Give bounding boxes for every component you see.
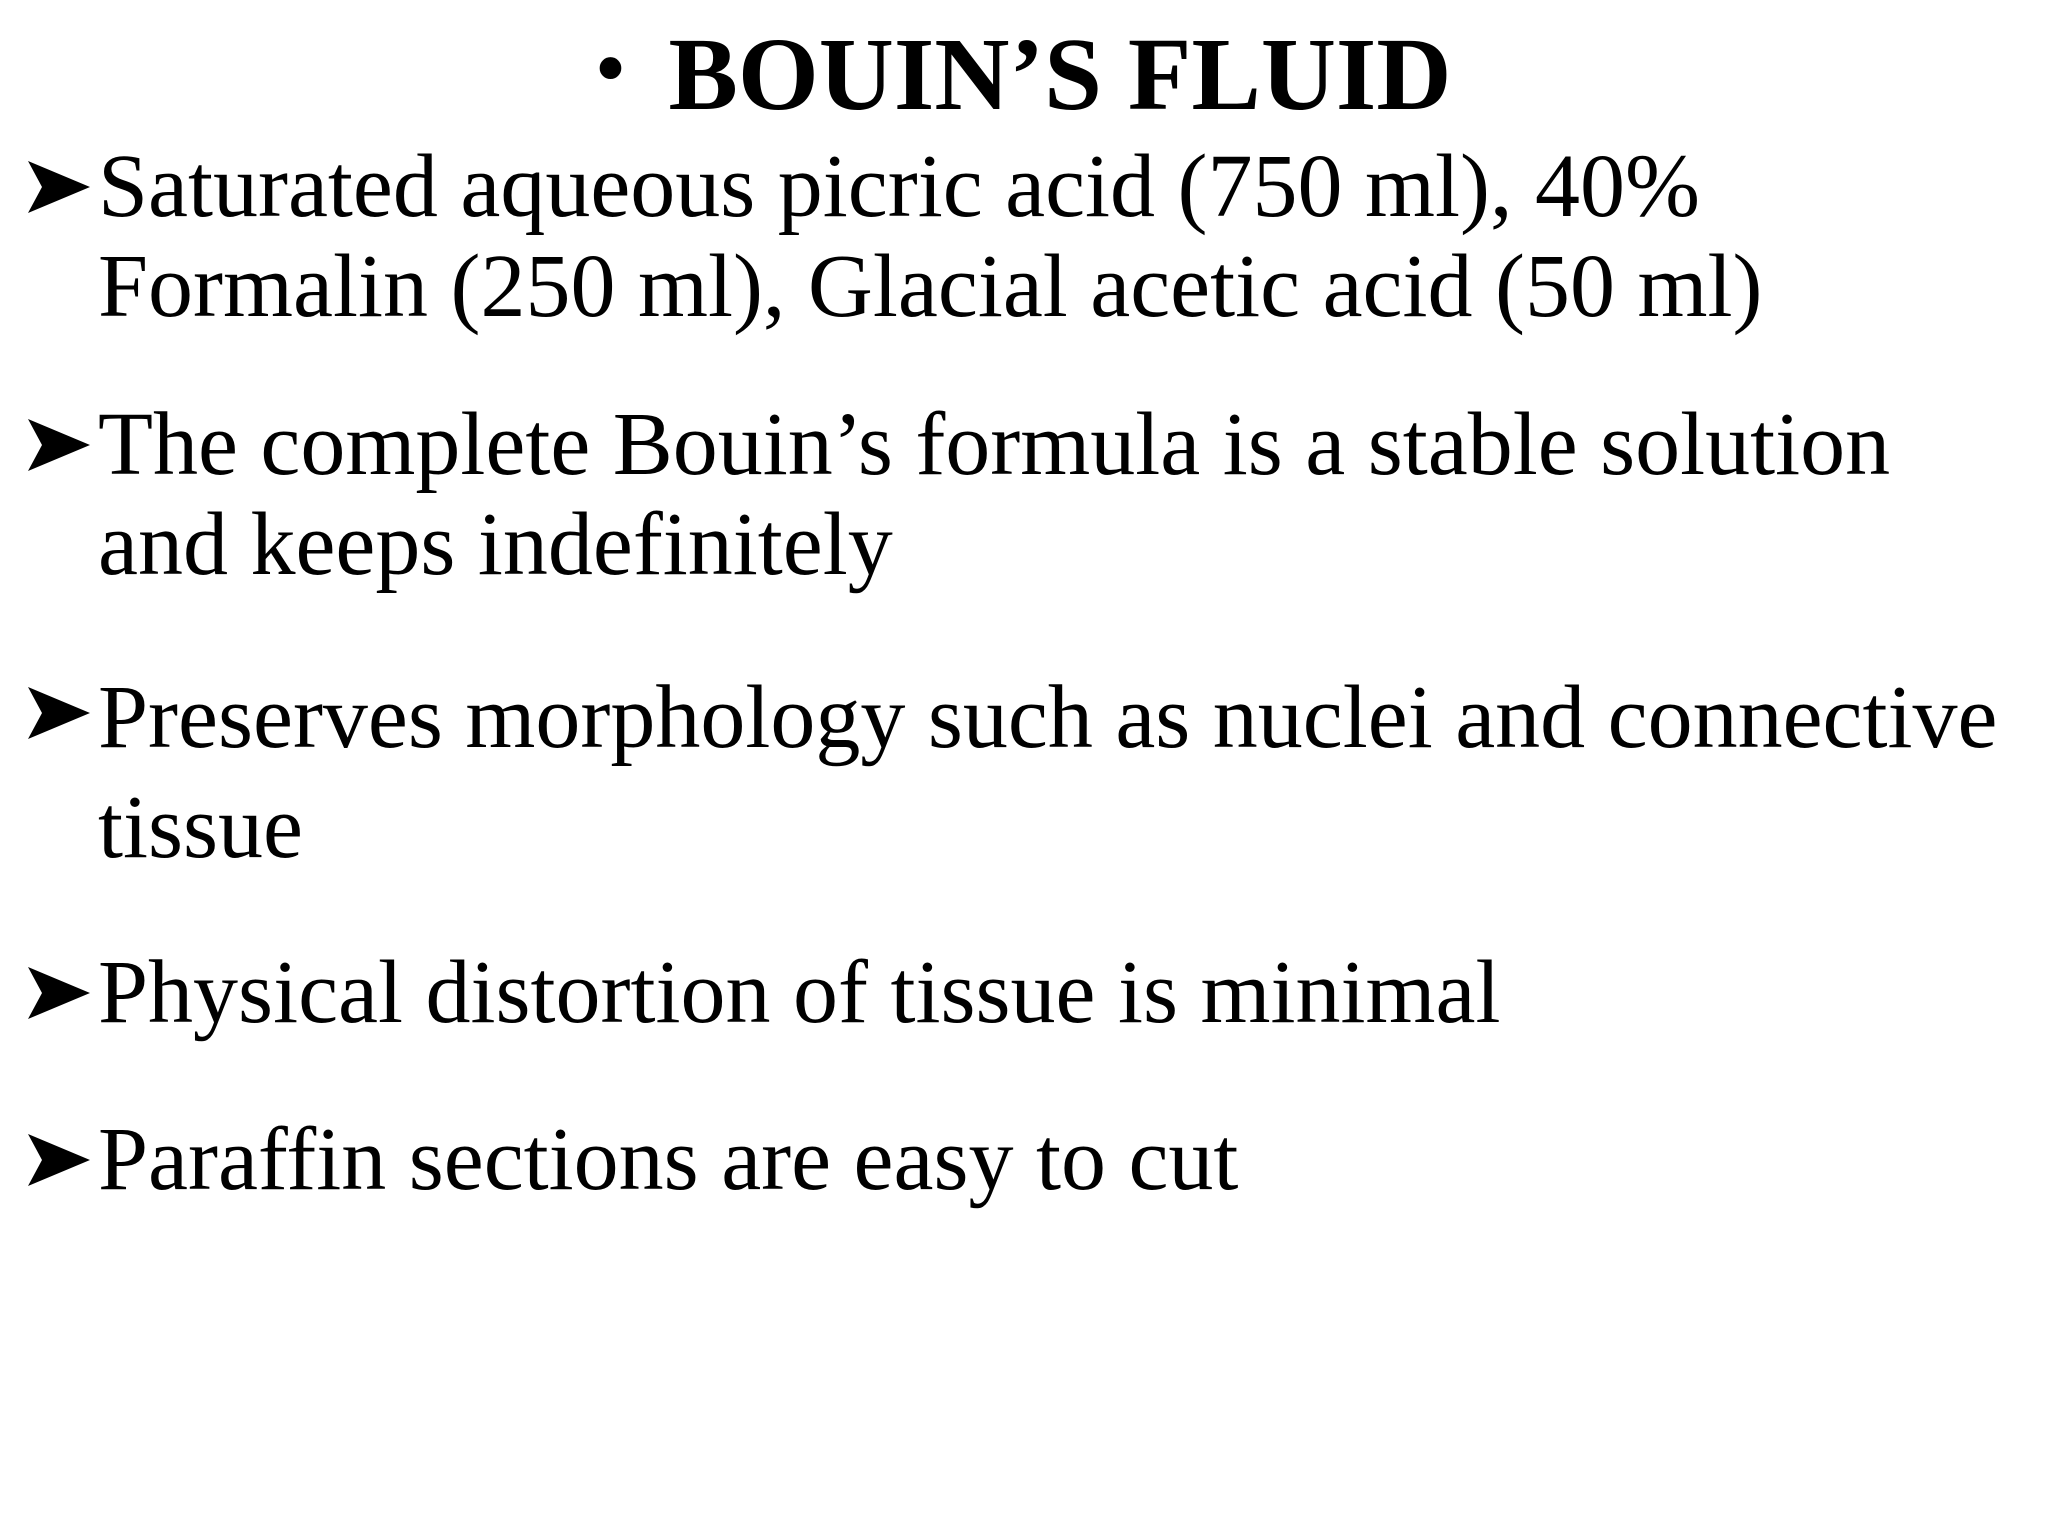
list-item-line: Paraffin sections are easy to cut [98, 1110, 1239, 1209]
list-item-text [98, 663, 2036, 883]
list-item [26, 663, 2036, 883]
list-item-line: Saturated aqueous picric acid (750 ml), 40% [98, 137, 1700, 236]
title-bullet: • [596, 25, 625, 113]
slide-title [0, 14, 2048, 130]
arrowhead-icon [26, 685, 92, 741]
list-item-line: Physical distortion of tissue is minimal [98, 943, 1501, 1042]
list-item [26, 137, 2036, 337]
list-item-text [98, 1110, 2036, 1210]
list-item [26, 1110, 2036, 1210]
list-item-text [98, 943, 2036, 1043]
arrowhead-icon [26, 1132, 92, 1188]
list-item-line: The complete Bouin’s formula is a stable solution [98, 395, 1891, 494]
list-item-line: tissue [98, 778, 304, 877]
list-item [26, 943, 2036, 1043]
list-item-line: and keeps indefinitely [98, 495, 893, 594]
list-item-text [98, 137, 2036, 337]
list-item-line: Preserves morphology such as nuclei and connective [98, 668, 1998, 767]
arrowhead-icon [26, 965, 92, 1021]
list-item [26, 395, 2036, 595]
list-item-line: Formalin (250 ml), Glacial acetic acid (50 ml) [98, 237, 1763, 336]
arrowhead-icon [26, 417, 92, 473]
title-text: BOUIN’S FLUID [668, 17, 1452, 132]
list-item-text [98, 395, 2036, 595]
arrowhead-icon [26, 159, 92, 215]
